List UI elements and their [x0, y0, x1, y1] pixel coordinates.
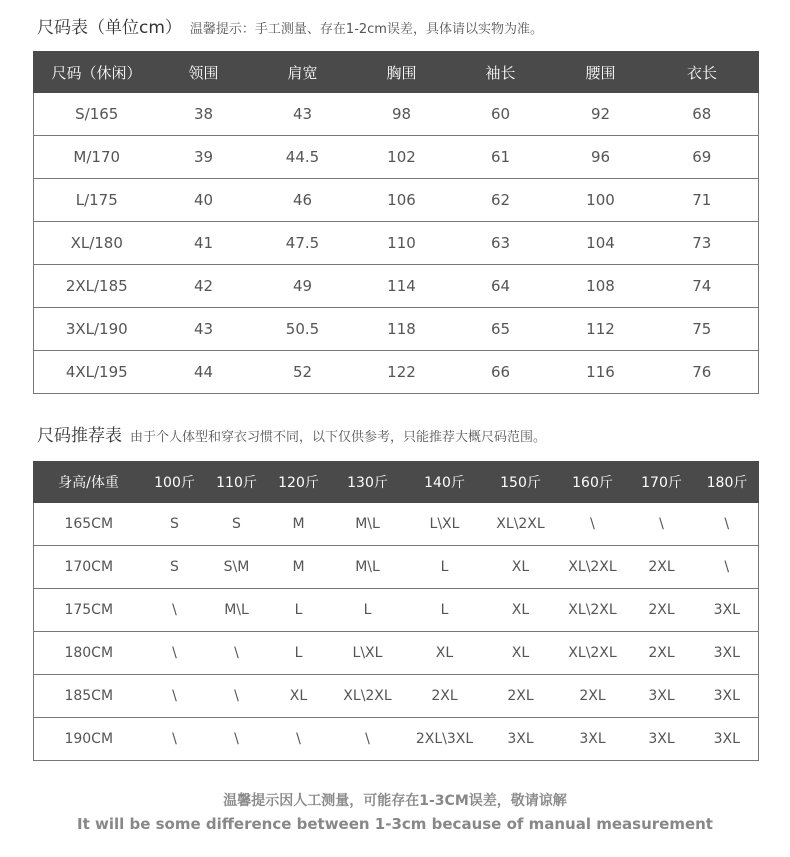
recommend-chart-cell: XL [406, 632, 484, 675]
size-chart-cell: L/175 [34, 179, 160, 222]
size-chart-row [34, 308, 759, 351]
recommend-chart-header-row [34, 462, 759, 503]
recommend-chart-cell: XL [484, 589, 558, 632]
size-chart-cell: 44.5 [248, 136, 358, 179]
recommend-chart-row [34, 546, 759, 589]
size-chart-cell: 61 [446, 136, 556, 179]
size-chart-cell: 39 [160, 136, 248, 179]
recommend-chart-row [34, 632, 759, 675]
recommend-chart-cell: 3XL [696, 589, 759, 632]
recommend-chart-header-cell: 100斤 [144, 462, 206, 503]
recommend-chart-cell: S\M [206, 546, 268, 589]
recommend-chart-row [34, 718, 759, 761]
recommend-chart-cell: 180CM [34, 632, 144, 675]
recommend-chart-cell: \ [558, 503, 628, 546]
size-chart-cell: 92 [556, 93, 646, 136]
recommend-chart-row [34, 589, 759, 632]
recommend-chart-cell: \ [144, 632, 206, 675]
recommend-chart-cell: 2XL\3XL [406, 718, 484, 761]
recommend-chart-cell: M\L [206, 589, 268, 632]
size-chart-header-cell: 衣长 [646, 52, 759, 93]
size-chart-cell: 110 [358, 222, 446, 265]
recommend-chart-table [33, 461, 759, 761]
recommend-chart-cell: M\L [330, 503, 406, 546]
size-chart-cell: 75 [646, 308, 759, 351]
recommend-chart-header-cell: 120斤 [268, 462, 330, 503]
recommend-chart-cell: XL\2XL [484, 503, 558, 546]
size-chart-cell: S/165 [34, 93, 160, 136]
recommend-chart-cell: XL [484, 546, 558, 589]
size-chart-cell: 69 [646, 136, 759, 179]
recommend-chart-cell: \ [144, 589, 206, 632]
size-chart-header-row [34, 52, 759, 93]
recommend-chart-cell: 2XL [628, 632, 696, 675]
size-chart-cell: 47.5 [248, 222, 358, 265]
size-chart-cell: 122 [358, 351, 446, 394]
size-chart-cell: 38 [160, 93, 248, 136]
size-chart-cell: 112 [556, 308, 646, 351]
recommend-chart-cell: 2XL [484, 675, 558, 718]
recommend-chart-cell: \ [696, 503, 759, 546]
recommend-chart-cell: 185CM [34, 675, 144, 718]
recommend-chart-cell: 3XL [628, 718, 696, 761]
recommend-chart-cell: 3XL [696, 718, 759, 761]
recommend-chart-cell: S [144, 546, 206, 589]
recommend-chart-cell: \ [144, 675, 206, 718]
size-chart-header-cell: 领围 [160, 52, 248, 93]
size-chart-cell: 118 [358, 308, 446, 351]
size-chart-cell: 102 [358, 136, 446, 179]
size-chart-cell: M/170 [34, 136, 160, 179]
recommend-chart-cell: L\XL [330, 632, 406, 675]
recommend-chart-cell: \ [206, 632, 268, 675]
recommend-chart-cell: XL\2XL [558, 589, 628, 632]
recommend-chart-cell: S [144, 503, 206, 546]
size-chart-cell: 64 [446, 265, 556, 308]
size-chart-cell: 46 [248, 179, 358, 222]
size-chart-cell: 116 [556, 351, 646, 394]
recommend-chart-cell: 3XL [696, 632, 759, 675]
size-chart-row [34, 265, 759, 308]
recommend-chart-cell: XL\2XL [558, 546, 628, 589]
size-chart-cell: 43 [160, 308, 248, 351]
recommend-chart-cell: \ [330, 718, 406, 761]
size-chart-header-cell: 腰围 [556, 52, 646, 93]
recommend-chart-cell: 3XL [484, 718, 558, 761]
size-chart-header-cell: 尺码（休闲） [34, 52, 160, 93]
recommend-chart-cell: 2XL [628, 546, 696, 589]
recommend-chart-row [34, 503, 759, 546]
size-chart-table [33, 51, 759, 394]
size-chart-body [34, 93, 759, 394]
recommend-chart-heading [37, 424, 546, 450]
recommend-chart-cell: M\L [330, 546, 406, 589]
size-chart-cell: 106 [358, 179, 446, 222]
recommend-chart-cell: 175CM [34, 589, 144, 632]
size-chart-cell: 52 [248, 351, 358, 394]
recommend-chart-cell: \ [696, 546, 759, 589]
size-chart-row [34, 179, 759, 222]
size-chart-cell: 108 [556, 265, 646, 308]
recommend-chart-cell: XL [484, 632, 558, 675]
recommend-chart-header-cell: 170斤 [628, 462, 696, 503]
recommend-chart-title: 尺码推荐表 [37, 426, 122, 446]
recommend-chart-body [34, 503, 759, 761]
recommend-chart-cell: L [406, 589, 484, 632]
recommend-chart-tip: 由于个人体型和穿衣习惯不同，以下仅供参考，只能推荐大概尺码范围。 [130, 430, 547, 445]
recommend-chart-cell: 170CM [34, 546, 144, 589]
recommend-chart-cell: M [268, 546, 330, 589]
recommend-chart-row [34, 675, 759, 718]
recommend-chart-header-cell: 150斤 [484, 462, 558, 503]
size-chart-cell: 50.5 [248, 308, 358, 351]
recommend-chart-cell: 2XL [558, 675, 628, 718]
recommend-chart-header-cell: 130斤 [330, 462, 406, 503]
size-chart-cell: 68 [646, 93, 759, 136]
size-chart-row [34, 222, 759, 265]
recommend-chart-cell: \ [206, 718, 268, 761]
footer-note-en: It will be some difference between 1-3cm because of manual measurement [77, 815, 713, 833]
size-chart-cell: 60 [446, 93, 556, 136]
recommend-chart-cell: L [406, 546, 484, 589]
size-chart-title: 尺码表（单位cm） [37, 18, 182, 38]
size-chart-cell: 66 [446, 351, 556, 394]
size-chart-cell: 41 [160, 222, 248, 265]
size-chart-cell: XL/180 [34, 222, 160, 265]
recommend-chart-cell: L [268, 632, 330, 675]
recommend-chart-cell: \ [268, 718, 330, 761]
size-chart-cell: 65 [446, 308, 556, 351]
recommend-chart-cell: L [330, 589, 406, 632]
recommend-chart-cell: 2XL [406, 675, 484, 718]
recommend-chart-cell: S [206, 503, 268, 546]
size-chart-cell: 100 [556, 179, 646, 222]
recommend-chart-cell: 3XL [628, 675, 696, 718]
recommend-chart-header-cell: 110斤 [206, 462, 268, 503]
size-chart-tip: 温馨提示：手工测量、存在1-2cm误差，具体请以实物为准。 [189, 22, 543, 37]
recommend-chart-cell: XL\2XL [558, 632, 628, 675]
size-chart-cell: 4XL/195 [34, 351, 160, 394]
recommend-chart-cell: XL [268, 675, 330, 718]
size-chart-cell: 44 [160, 351, 248, 394]
recommend-chart-cell: L [268, 589, 330, 632]
size-chart-cell: 114 [358, 265, 446, 308]
size-chart-cell: 98 [358, 93, 446, 136]
size-chart-cell: 74 [646, 265, 759, 308]
recommend-chart-header-cell: 身高/体重 [34, 462, 144, 503]
size-chart-cell: 40 [160, 179, 248, 222]
recommend-chart-cell: 165CM [34, 503, 144, 546]
size-chart-header-cell: 肩宽 [248, 52, 358, 93]
size-chart-cell: 42 [160, 265, 248, 308]
size-chart-row [34, 351, 759, 394]
size-chart-cell: 49 [248, 265, 358, 308]
recommend-chart-cell: L\XL [406, 503, 484, 546]
size-chart-cell: 2XL/185 [34, 265, 160, 308]
size-chart-cell: 76 [646, 351, 759, 394]
recommend-chart-cell: \ [628, 503, 696, 546]
size-chart-row [34, 136, 759, 179]
size-chart-heading [37, 16, 543, 42]
recommend-chart-header-cell: 180斤 [696, 462, 759, 503]
recommend-chart-cell: XL\2XL [330, 675, 406, 718]
recommend-chart-cell: \ [144, 718, 206, 761]
size-chart-cell: 104 [556, 222, 646, 265]
size-chart-cell: 63 [446, 222, 556, 265]
size-chart-header-cell: 袖长 [446, 52, 556, 93]
size-chart-row [34, 93, 759, 136]
size-chart-cell: 3XL/190 [34, 308, 160, 351]
size-chart-cell: 62 [446, 179, 556, 222]
recommend-chart-cell: \ [206, 675, 268, 718]
recommend-chart-cell: 3XL [558, 718, 628, 761]
footer-note-cn: 温馨提示因人工测量，可能存在1-3CM误差，敬请谅解 [223, 793, 567, 809]
recommend-chart-header-cell: 140斤 [406, 462, 484, 503]
size-chart-cell: 96 [556, 136, 646, 179]
recommend-chart-cell: 2XL [628, 589, 696, 632]
recommend-chart-header-cell: 160斤 [558, 462, 628, 503]
size-chart-cell: 73 [646, 222, 759, 265]
size-chart-cell: 71 [646, 179, 759, 222]
size-chart-header-cell: 胸围 [358, 52, 446, 93]
recommend-chart-cell: 190CM [34, 718, 144, 761]
recommend-chart-cell: 3XL [696, 675, 759, 718]
size-chart-cell: 43 [248, 93, 358, 136]
recommend-chart-cell: M [268, 503, 330, 546]
